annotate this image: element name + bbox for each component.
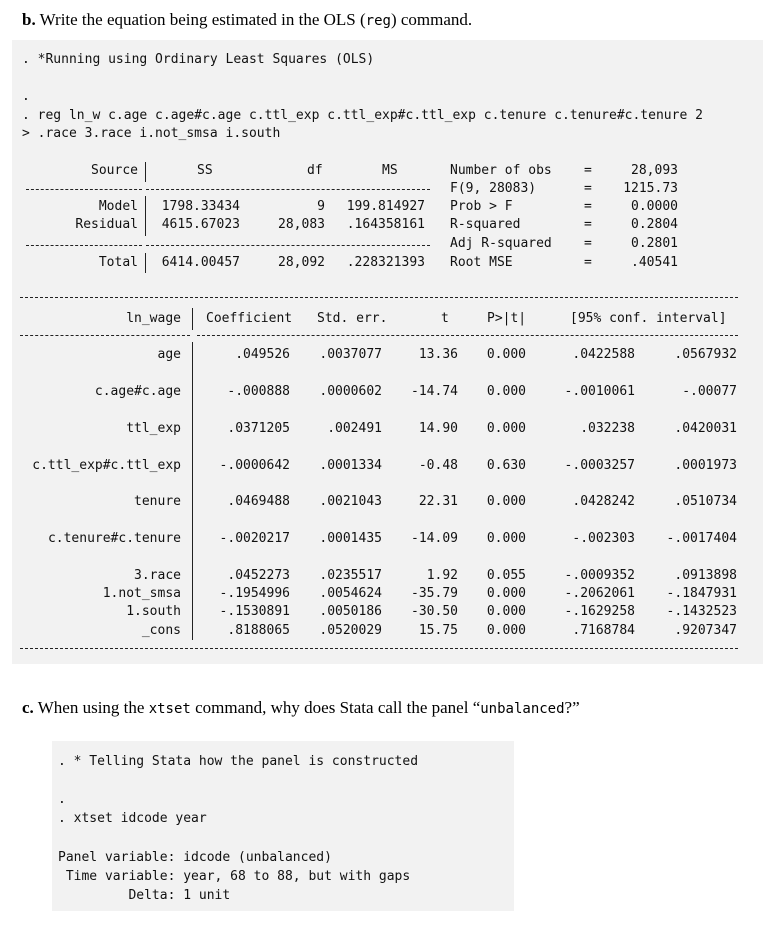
coef-cell-coef: -.1954996 bbox=[219, 586, 290, 601]
anova-row-ms: 199.814927 bbox=[346, 199, 425, 214]
coef-top-rule bbox=[20, 297, 738, 298]
stat-label: R-squared bbox=[450, 217, 521, 232]
coef-header-t: t bbox=[441, 311, 449, 326]
coef-cell-t: 15.75 bbox=[418, 623, 458, 638]
stat-eq: = bbox=[584, 255, 592, 270]
coef-cell-ci-low: .7168784 bbox=[572, 623, 635, 638]
anova-vbar bbox=[145, 162, 146, 182]
coef-cell-coef: .8188065 bbox=[227, 623, 290, 638]
coef-cell-ci-high: .9207347 bbox=[674, 623, 737, 638]
coef-cell-ci-low: -.0010061 bbox=[564, 384, 635, 399]
anova-row-source: Total bbox=[98, 255, 138, 270]
coef-header-rule bbox=[20, 335, 190, 336]
coef-cell-coef: .0452273 bbox=[227, 568, 290, 583]
coef-cell-ci-high: .0420031 bbox=[674, 421, 737, 436]
coef-cell-p: 0.000 bbox=[486, 586, 526, 601]
section-c-letter: c. bbox=[22, 698, 34, 717]
xtset-blank-prompt: . bbox=[58, 792, 66, 807]
coef-cell-var: c.age#c.age bbox=[94, 384, 181, 399]
anova-divider bbox=[146, 245, 430, 246]
anova-divider bbox=[146, 189, 430, 190]
xtset-output-panel: Panel variable: idcode (unbalanced) bbox=[58, 850, 332, 865]
coef-cell-se: .0000602 bbox=[319, 384, 382, 399]
stat-value: 0.2804 bbox=[631, 217, 678, 232]
coef-cell-ci-low: .0422588 bbox=[572, 347, 635, 362]
coef-cell-ci-high: -.0017404 bbox=[666, 531, 737, 546]
coef-cell-ci-high: -.00077 bbox=[682, 384, 737, 399]
anova-vbar bbox=[145, 196, 146, 236]
coef-cell-se: .0001334 bbox=[319, 458, 382, 473]
coef-cell-se: .0054624 bbox=[319, 586, 382, 601]
coef-cell-t: -14.09 bbox=[411, 531, 458, 546]
coef-cell-var: 1.south bbox=[126, 604, 181, 619]
coef-bottom-rule bbox=[20, 648, 738, 649]
reg-command-line-2: > .race 3.race i.not_smsa i.south bbox=[22, 126, 281, 141]
coef-cell-coef: .049526 bbox=[235, 347, 290, 362]
coef-cell-ci-high: .0001973 bbox=[674, 458, 737, 473]
anova-row-df: 9 bbox=[317, 199, 325, 214]
coef-cell-se: .002491 bbox=[327, 421, 382, 436]
stat-label: Adj R-squared bbox=[450, 236, 552, 251]
anova-header-df: df bbox=[307, 163, 323, 178]
anova-row-source: Model bbox=[98, 199, 138, 214]
coef-cell-p: 0.000 bbox=[486, 347, 526, 362]
coef-cell-t: 13.36 bbox=[418, 347, 458, 362]
coef-cell-coef: .0469488 bbox=[227, 494, 290, 509]
blank-prompt: . bbox=[22, 89, 30, 104]
coef-cell-t: -14.74 bbox=[411, 384, 458, 399]
coef-cell-t: 22.31 bbox=[418, 494, 458, 509]
coef-cell-se: .0037077 bbox=[319, 347, 382, 362]
coef-cell-p: 0.055 bbox=[486, 568, 526, 583]
stat-label: Root MSE bbox=[450, 255, 513, 270]
anova-divider bbox=[26, 189, 142, 190]
coef-cell-se: .0021043 bbox=[319, 494, 382, 509]
coef-cell-ci-high: .0913898 bbox=[674, 568, 737, 583]
coef-cell-p: 0.000 bbox=[486, 494, 526, 509]
coef-cell-coef: -.1530891 bbox=[219, 604, 290, 619]
stat-eq: = bbox=[584, 181, 592, 196]
xtset-output-time: Time variable: year, 68 to 88, but with gaps bbox=[58, 869, 411, 884]
coef-cell-ci-low: -.002303 bbox=[572, 531, 635, 546]
coef-vbar bbox=[192, 342, 193, 640]
anova-row-ss: 6414.00457 bbox=[161, 255, 240, 270]
coef-cell-t: -35.79 bbox=[411, 586, 458, 601]
coef-cell-var: c.ttl_exp#c.ttl_exp bbox=[32, 458, 181, 473]
anova-divider bbox=[26, 245, 142, 246]
coef-cell-var: 3.race bbox=[134, 568, 181, 583]
section-c-text-after: ?” bbox=[564, 698, 580, 717]
anova-row-ss: 4615.67023 bbox=[161, 217, 240, 232]
coef-cell-p: 0.000 bbox=[486, 623, 526, 638]
coef-cell-se: .0520029 bbox=[319, 623, 382, 638]
coef-cell-var: ttl_exp bbox=[126, 421, 181, 436]
coef-cell-p: 0.630 bbox=[486, 458, 526, 473]
anova-row-df: 28,083 bbox=[278, 217, 325, 232]
reg-command-line-1: . reg ln_w c.age c.age#c.age c.ttl_exp c.ttl_exp#c.ttl_exp c.tenure c.tenure#c.tenure 2 bbox=[22, 108, 703, 123]
coef-cell-p: 0.000 bbox=[486, 531, 526, 546]
stat-label: F(9, 28083) bbox=[450, 181, 537, 196]
coef-cell-ci-low: -.1629258 bbox=[564, 604, 635, 619]
stat-eq: = bbox=[584, 163, 592, 178]
section-c-code: xtset bbox=[148, 701, 191, 717]
coef-cell-var: 1.not_smsa bbox=[102, 586, 181, 601]
coef-cell-coef: .0371205 bbox=[227, 421, 290, 436]
coef-cell-ci-high: .0510734 bbox=[674, 494, 737, 509]
coef-cell-ci-low: .032238 bbox=[580, 421, 635, 436]
coef-header-rule bbox=[197, 335, 738, 336]
coef-cell-ci-high: -.1847931 bbox=[666, 586, 737, 601]
coef-cell-ci-low: -.0009352 bbox=[564, 568, 635, 583]
anova-row-df: 28,092 bbox=[278, 255, 325, 270]
coef-header-ci: [95% conf. interval] bbox=[570, 311, 727, 326]
stat-value: 0.2801 bbox=[631, 236, 678, 251]
coef-cell-se: .0235517 bbox=[319, 568, 382, 583]
section-c-text-mid: command, why does Stata call the panel “ bbox=[190, 698, 481, 717]
coef-cell-var: tenure bbox=[134, 494, 181, 509]
anova-header-ss: SS bbox=[197, 163, 213, 178]
coef-cell-t: 1.92 bbox=[426, 568, 458, 583]
coef-header-var: ln_wage bbox=[126, 311, 181, 326]
stat-eq: = bbox=[584, 199, 592, 214]
stat-label: Prob > F bbox=[450, 199, 513, 214]
anova-row-ss: 1798.33434 bbox=[161, 199, 240, 214]
coef-header-p: P>|t| bbox=[487, 311, 527, 326]
section-c-code-2: unbalanced bbox=[480, 701, 565, 717]
stat-value: 0.0000 bbox=[631, 199, 678, 214]
anova-row-ms: .228321393 bbox=[346, 255, 425, 270]
anova-header-source: Source bbox=[91, 163, 138, 178]
coef-cell-t: -0.48 bbox=[418, 458, 458, 473]
section-c-heading bbox=[22, 698, 580, 718]
coef-cell-ci-high: -.1432523 bbox=[666, 604, 737, 619]
stat-eq: = bbox=[584, 236, 592, 251]
xtset-output-delta: Delta: 1 unit bbox=[58, 888, 231, 903]
coef-cell-coef: -.0020217 bbox=[219, 531, 290, 546]
coef-vbar bbox=[192, 308, 193, 330]
coef-cell-t: -30.50 bbox=[411, 604, 458, 619]
stat-label: Number of obs bbox=[450, 163, 552, 178]
coef-cell-ci-high: .0567932 bbox=[674, 347, 737, 362]
anova-header-ms: MS bbox=[382, 163, 398, 178]
stat-value: .40541 bbox=[631, 255, 678, 270]
coef-cell-p: 0.000 bbox=[486, 421, 526, 436]
coef-header-coef: Coefficient bbox=[206, 311, 293, 326]
coef-cell-var: c.tenure#c.tenure bbox=[47, 531, 181, 546]
anova-row-ms: .164358161 bbox=[346, 217, 425, 232]
stat-value: 1215.73 bbox=[623, 181, 678, 196]
anova-vbar bbox=[145, 253, 146, 273]
section-b-text-after: ) command. bbox=[390, 10, 473, 29]
coef-cell-ci-low: .0428242 bbox=[572, 494, 635, 509]
coef-cell-coef: -.000888 bbox=[227, 384, 290, 399]
section-b-heading bbox=[22, 10, 472, 30]
coef-cell-ci-low: -.0003257 bbox=[564, 458, 635, 473]
section-c-text: When using the bbox=[33, 698, 149, 717]
section-b-letter: b. bbox=[22, 10, 36, 29]
coef-cell-ci-low: -.2062061 bbox=[564, 586, 635, 601]
xtset-comment-line: . * Telling Stata how the panel is constructed bbox=[58, 754, 419, 769]
coef-cell-se: .0001435 bbox=[319, 531, 382, 546]
coef-cell-p: 0.000 bbox=[486, 384, 526, 399]
comment-line: . *Running using Ordinary Least Squares (OLS) bbox=[22, 52, 375, 67]
section-b-code: reg bbox=[365, 13, 391, 29]
coef-cell-p: 0.000 bbox=[486, 604, 526, 619]
coef-cell-coef: -.0000642 bbox=[219, 458, 290, 473]
stat-eq: = bbox=[584, 217, 592, 232]
coef-cell-var: _cons bbox=[141, 623, 181, 638]
coef-header-se: Std. err. bbox=[317, 311, 388, 326]
anova-row-source: Residual bbox=[75, 217, 138, 232]
stat-value: 28,093 bbox=[631, 163, 678, 178]
section-b-text: Write the equation being estimated in the OLS ( bbox=[35, 10, 366, 29]
coef-cell-var: age bbox=[157, 347, 181, 362]
xtset-command-line: . xtset idcode year bbox=[58, 811, 207, 826]
coef-cell-t: 14.90 bbox=[418, 421, 458, 436]
coef-cell-se: .0050186 bbox=[319, 604, 382, 619]
